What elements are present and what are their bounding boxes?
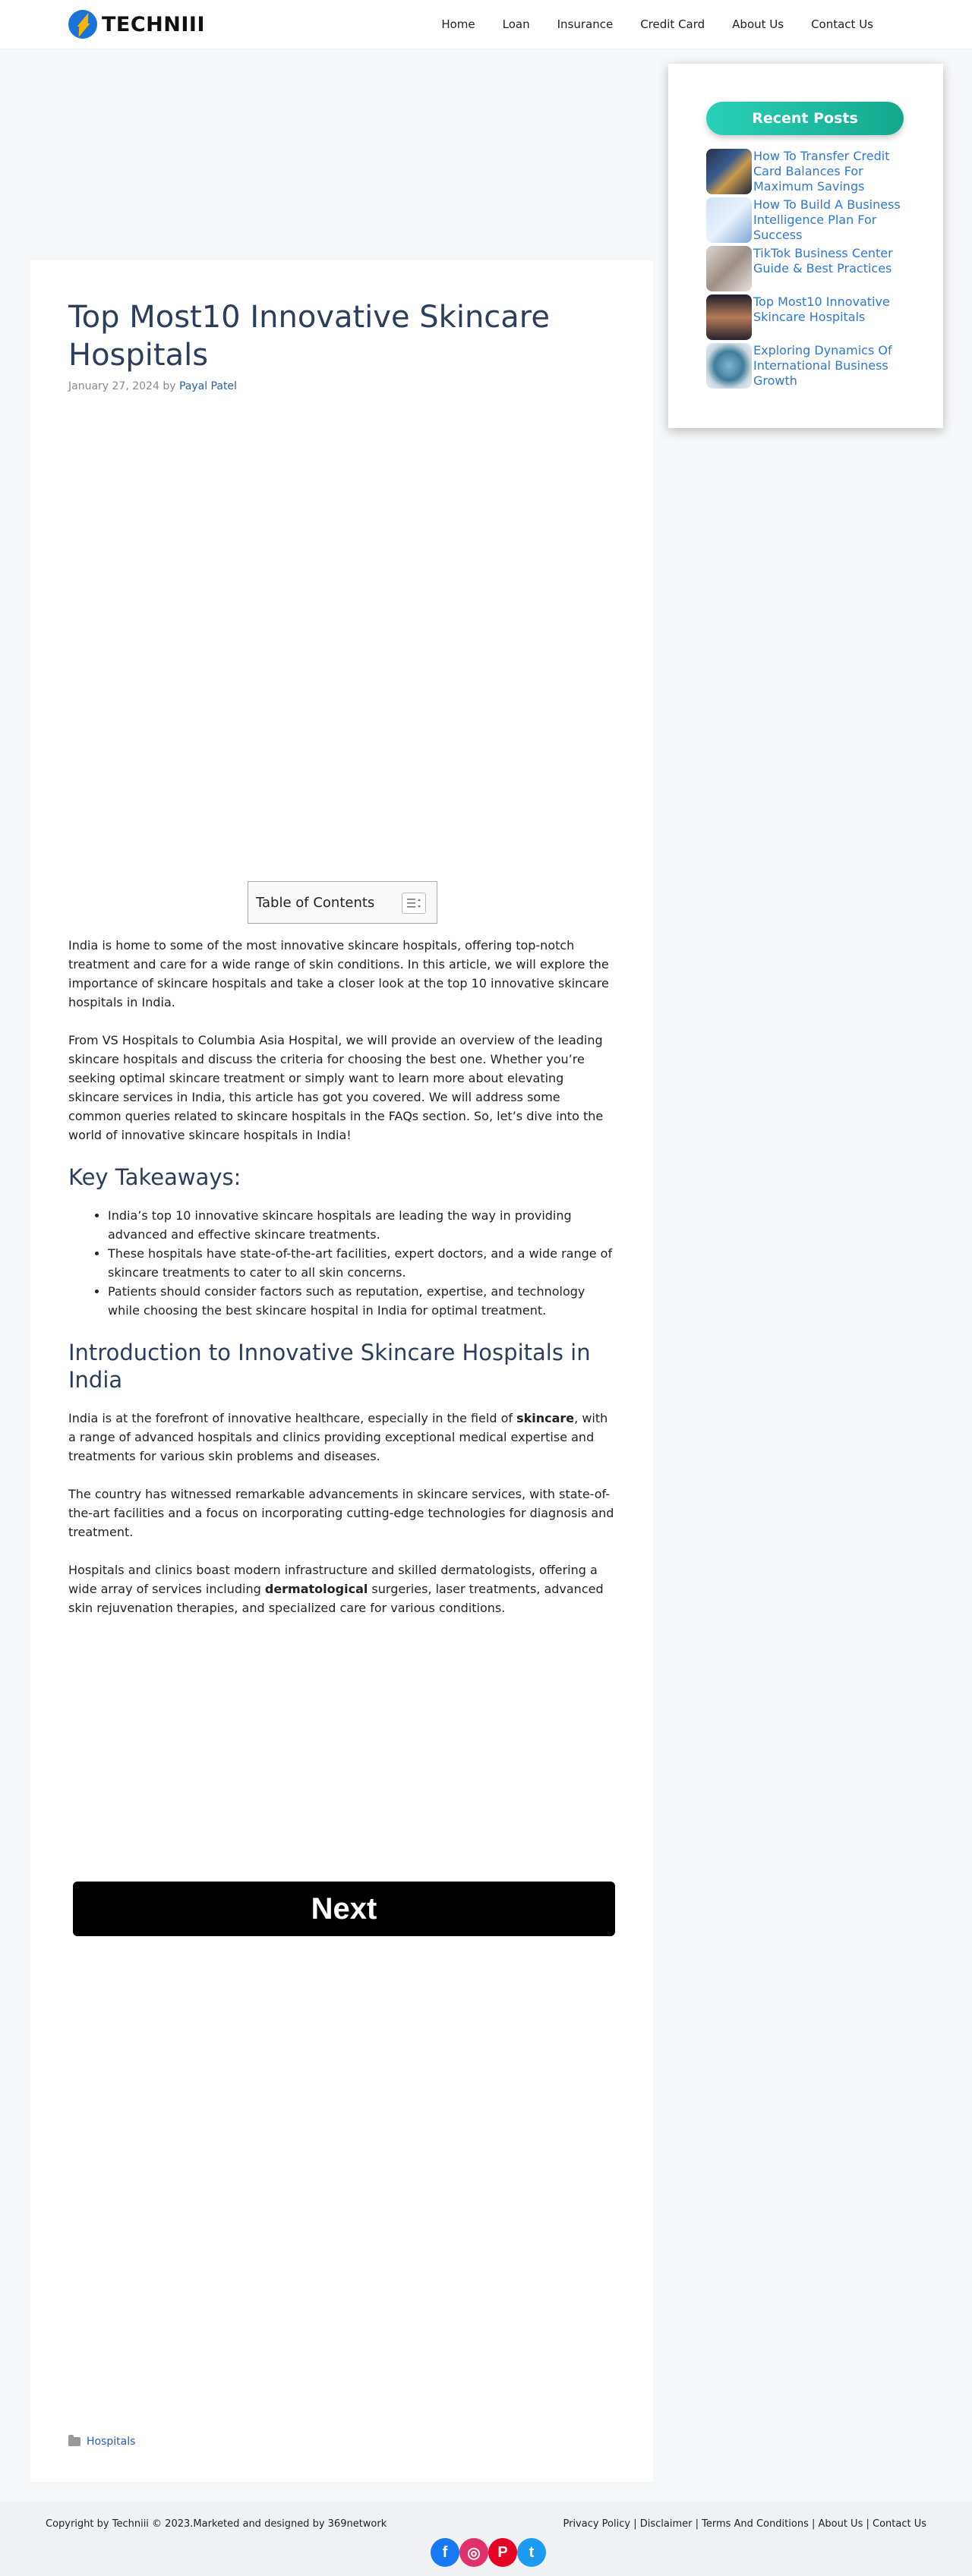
facebook-icon[interactable]: f xyxy=(431,2538,459,2567)
author-link[interactable]: Payal Patel xyxy=(178,380,237,392)
nav-insurance[interactable]: Insurance xyxy=(557,17,614,31)
instagram-icon[interactable]: ◎ xyxy=(459,2538,488,2567)
post-date: January 27, 2024 xyxy=(68,380,159,392)
list-item: • Patients should consider factors such as reputation, expertise, and technology while choosing the best skincare hospital in India for optimal treatment. xyxy=(108,1282,615,1320)
paragraph-infrastructure xyxy=(68,1560,615,1617)
category-label: Hospitals xyxy=(87,2436,136,2448)
text-run: , with a range of advanced hospitals and clinics providing exceptional medical expertise and treatments for various skin problems and diseases. xyxy=(68,1411,608,1463)
text-run: India is at the forefront of innovative healthcare, especially in the field of xyxy=(68,1411,517,1425)
article xyxy=(30,260,653,2482)
logo-text: TECHNIII xyxy=(102,12,206,36)
post-thumbnail[interactable] xyxy=(706,149,752,194)
list-item[interactable] xyxy=(706,294,904,343)
recent-posts-list xyxy=(706,149,904,392)
nav-home[interactable]: Home xyxy=(441,17,475,31)
post-thumbnail[interactable] xyxy=(706,294,752,340)
paragraph-forefront xyxy=(68,1409,615,1466)
category-link[interactable] xyxy=(68,2436,135,2448)
text-run: Hospitals and clinics boast modern infrastructure and skilled dermatologists, offering a wide array of services including xyxy=(68,1563,598,1596)
folder-icon xyxy=(68,2437,80,2446)
post-thumbnail[interactable] xyxy=(706,246,752,291)
list-item: • These hospitals have state-of-the-art facilities, expert doctors, and a wide range of skincare treatments to cater to all skin concerns. xyxy=(108,1244,615,1282)
list-item[interactable] xyxy=(706,149,904,197)
article-header xyxy=(68,298,615,392)
nav-contact-us[interactable]: Contact Us xyxy=(811,17,873,31)
nav-loan[interactable]: Loan xyxy=(502,17,530,31)
list-item[interactable] xyxy=(706,246,904,294)
post-link[interactable]: How To Build A Business Intelligence Plan For Success xyxy=(753,197,901,242)
site-header xyxy=(0,0,972,49)
recent-posts-heading: Recent Posts xyxy=(706,102,904,135)
twitter-icon[interactable]: t xyxy=(517,2538,546,2567)
post-thumbnail[interactable] xyxy=(706,343,752,389)
post-meta xyxy=(68,380,615,392)
paragraph-advancements: The country has witnessed remarkable advancements in skincare services, with state-of-the-art facilities and a focus on incorporating cutting-edge technologies for diagnosis and treatment. xyxy=(68,1487,614,1539)
pinterest-icon[interactable]: P xyxy=(488,2538,517,2567)
post-by: by xyxy=(163,380,176,392)
post-link[interactable]: Exploring Dynamics Of International Business Growth xyxy=(753,343,892,388)
next-button[interactable]: Next xyxy=(73,1882,615,1936)
toc-title: Table of Contents xyxy=(256,894,375,911)
main-nav xyxy=(428,0,887,49)
list-item: • India’s top 10 innovative skincare hospitals are leading the way in providing advanced and effective skincare treatments. xyxy=(108,1206,615,1244)
site-footer xyxy=(0,2502,972,2576)
heading-introduction: Introduction to Innovative Skincare Hospitals in India xyxy=(68,1340,591,1393)
paragraph-overview: From VS Hospitals to Columbia Asia Hospital, we will provide an overview of the leading skincare hospitals and discuss the criteria for choosing the best one. Whether you’re seeking optimal skincare treatment or simply want to learn more about elevating skincare services in India, this article has got you covered. We will address some common queries related to skincare hospitals in the FAQs section. So, let’s dive into the world of innovative skincare hospitals in India! xyxy=(68,1033,604,1142)
paragraph-intro: India is home to some of the most innovative skincare hospitals, offering top-notch treatment and care for a wide range of skin conditions. In this article, we will explore the importance of skincare hospitals and take a closer look at the top 10 innovative skincare hospitals in India. xyxy=(68,938,609,1009)
social-links xyxy=(431,2538,546,2567)
bold-text: dermatological xyxy=(264,1582,368,1596)
nav-about-us[interactable]: About Us xyxy=(732,17,784,31)
post-link[interactable]: How To Transfer Credit Card Balances For Maximum Savings xyxy=(753,149,890,194)
heading-key-takeaways: Key Takeaways: xyxy=(68,1164,241,1190)
sidebar-recent-posts xyxy=(668,64,943,428)
copyright-text: Copyright by Techniii © 2023.Marketed and designed by 369network xyxy=(46,2518,387,2530)
bold-text: skincare xyxy=(516,1411,575,1425)
page-title: Top Most10 Innovative Skincare Hospitals xyxy=(68,300,550,373)
text-run: surgeries, laser treatments, advanced skin rejuvenation therapies, and specialized care for various conditions. xyxy=(68,1582,604,1615)
list-item[interactable] xyxy=(706,343,904,392)
post-link[interactable]: Top Most10 Innovative Skincare Hospitals xyxy=(753,294,890,324)
nav-credit-card[interactable]: Credit Card xyxy=(640,17,705,31)
toc-toggle-button[interactable] xyxy=(402,893,426,914)
footer-links[interactable]: Privacy Policy | Disclaimer | Terms And Conditions | About Us | Contact Us xyxy=(563,2518,926,2530)
article-body xyxy=(68,936,615,1636)
table-of-contents xyxy=(248,881,437,924)
lightning-logo-icon xyxy=(68,10,97,39)
site-logo[interactable] xyxy=(68,9,205,39)
list-icon xyxy=(407,898,421,909)
post-link[interactable]: TikTok Business Center Guide & Best Practices xyxy=(753,246,893,276)
takeaways-list xyxy=(108,1206,615,1320)
list-item[interactable] xyxy=(706,197,904,246)
post-thumbnail[interactable] xyxy=(706,197,752,243)
